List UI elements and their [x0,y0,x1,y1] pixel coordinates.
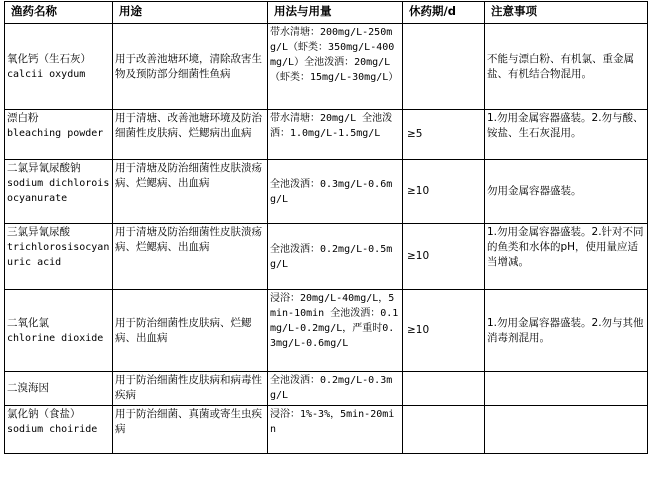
drug-name-cell [5,290,113,372]
dosage-cell: 浸浴：1%-3%，5min-20min [268,406,403,454]
drug-name-cell [5,224,113,290]
header-withdrawal-period: 休药期/d [403,2,485,24]
use-cell: 用于清塘及防治细菌性皮肤溃疡病、烂鳃病、出血病 [113,160,268,224]
drug-name-cell [5,24,113,110]
table-row [5,110,648,160]
period-cell: ≥5 [403,110,485,160]
notes-cell [485,372,648,406]
drug-name-en: calcii oxydum [7,68,86,80]
period-cell: ≥10 [403,290,485,372]
table-row [5,290,648,372]
drug-name-cell [5,406,113,454]
table-row [5,24,648,110]
drug-name-cn: 氯化钠（食盐） [7,408,81,420]
notes-cell: 1.勿用金属容器盛装。2.针对不同的鱼类和水体的pH，使用量应适当增减。 [485,224,648,290]
drug-name-en: bleaching powder [7,128,104,139]
dosage-cell: 带水清塘：20mg/L 全池泼洒：1.0mg/L-1.5mg/L [268,110,403,160]
use-cell: 用于防治细菌性皮肤病、烂鳃病、出血病 [113,290,268,372]
notes-cell: 不能与漂白粉、有机氯、重金属盐、有机结合物混用。 [485,24,648,110]
notes-cell: 1.勿用金属容器盛装。2.勿与酸、铵盐、生石灰混用。 [485,110,648,160]
dosage-cell: 全池泼洒：0.2mg/L-0.3mg/L [268,372,403,406]
dosage-cell: 全池泼洒：0.2mg/L-0.5mg/L [268,224,403,290]
drug-name-cn: 漂白粉 [7,112,39,124]
drug-name-cn: 氧化钙（生石灰） [7,52,91,65]
drug-name-en: sodium dichloroisocyanurate [7,178,110,204]
drug-name-en: trichlorosisocyanuric acid [7,242,110,268]
table-row [5,160,648,224]
drug-name-cell [5,160,113,224]
header-dosage: 用法与用量 [268,2,403,24]
dosage-cell: 带水清塘：200mg/L-250mg/L（虾类：350mg/L-400mg/L）全池泼洒：20mg/L（虾类：15mg/L-30mg/L） [268,24,403,110]
use-cell: 用于防治细菌、真菌或寄生虫疾病 [113,406,268,454]
drug-name-cn: 二氯异氰尿酸钠 [7,162,81,174]
dosage-cell: 全池泼洒：0.3mg/L-0.6mg/L [268,160,403,224]
period-cell [403,372,485,406]
notes-cell: 1.勿用金属容器盛装。2.勿与其他消毒剂混用。 [485,290,648,372]
notes-cell: 勿用金属容器盛装。 [485,160,648,224]
notes-cell [485,406,648,454]
drug-name-cn: 二氧化氯 [7,316,49,329]
drug-name-en: chlorine dioxide [7,332,104,344]
header-notes: 注意事项 [485,2,648,24]
table-row [5,372,648,406]
period-cell [403,406,485,454]
table-header-row [5,2,648,24]
use-cell: 用于清塘及防治细菌性皮肤溃疡病、烂鳃病、出血病 [113,224,268,290]
dosage-cell: 浸浴：20mg/L-40mg/L，5min-10min 全池泼洒：0.1mg/L-0.2mg/L，严重时0.3mg/L-0.6mg/L [268,290,403,372]
header-use: 用途 [113,2,268,24]
table-row [5,224,648,290]
drug-table [4,1,648,454]
drug-name-cell [5,110,113,160]
use-cell: 用于清塘、改善池塘环境及防治细菌性皮肤病、烂鳃病出血病 [113,110,268,160]
drug-name-en: sodium choiride [7,424,98,435]
period-cell [403,24,485,110]
header-name: 渔药名称 [5,2,113,24]
table-row [5,406,648,454]
period-cell: ≥10 [403,160,485,224]
period-cell: ≥10 [403,224,485,290]
use-cell: 用于防治细菌性皮肤病和病毒性疾病 [113,372,268,406]
drug-name-cn: 二溴海因 [7,382,49,394]
use-cell: 用于改善池塘环境，清除敌害生物及预防部分细菌性鱼病 [113,24,268,110]
drug-name-cn: 三氯异氰尿酸 [7,226,70,238]
drug-name-cell [5,372,113,406]
